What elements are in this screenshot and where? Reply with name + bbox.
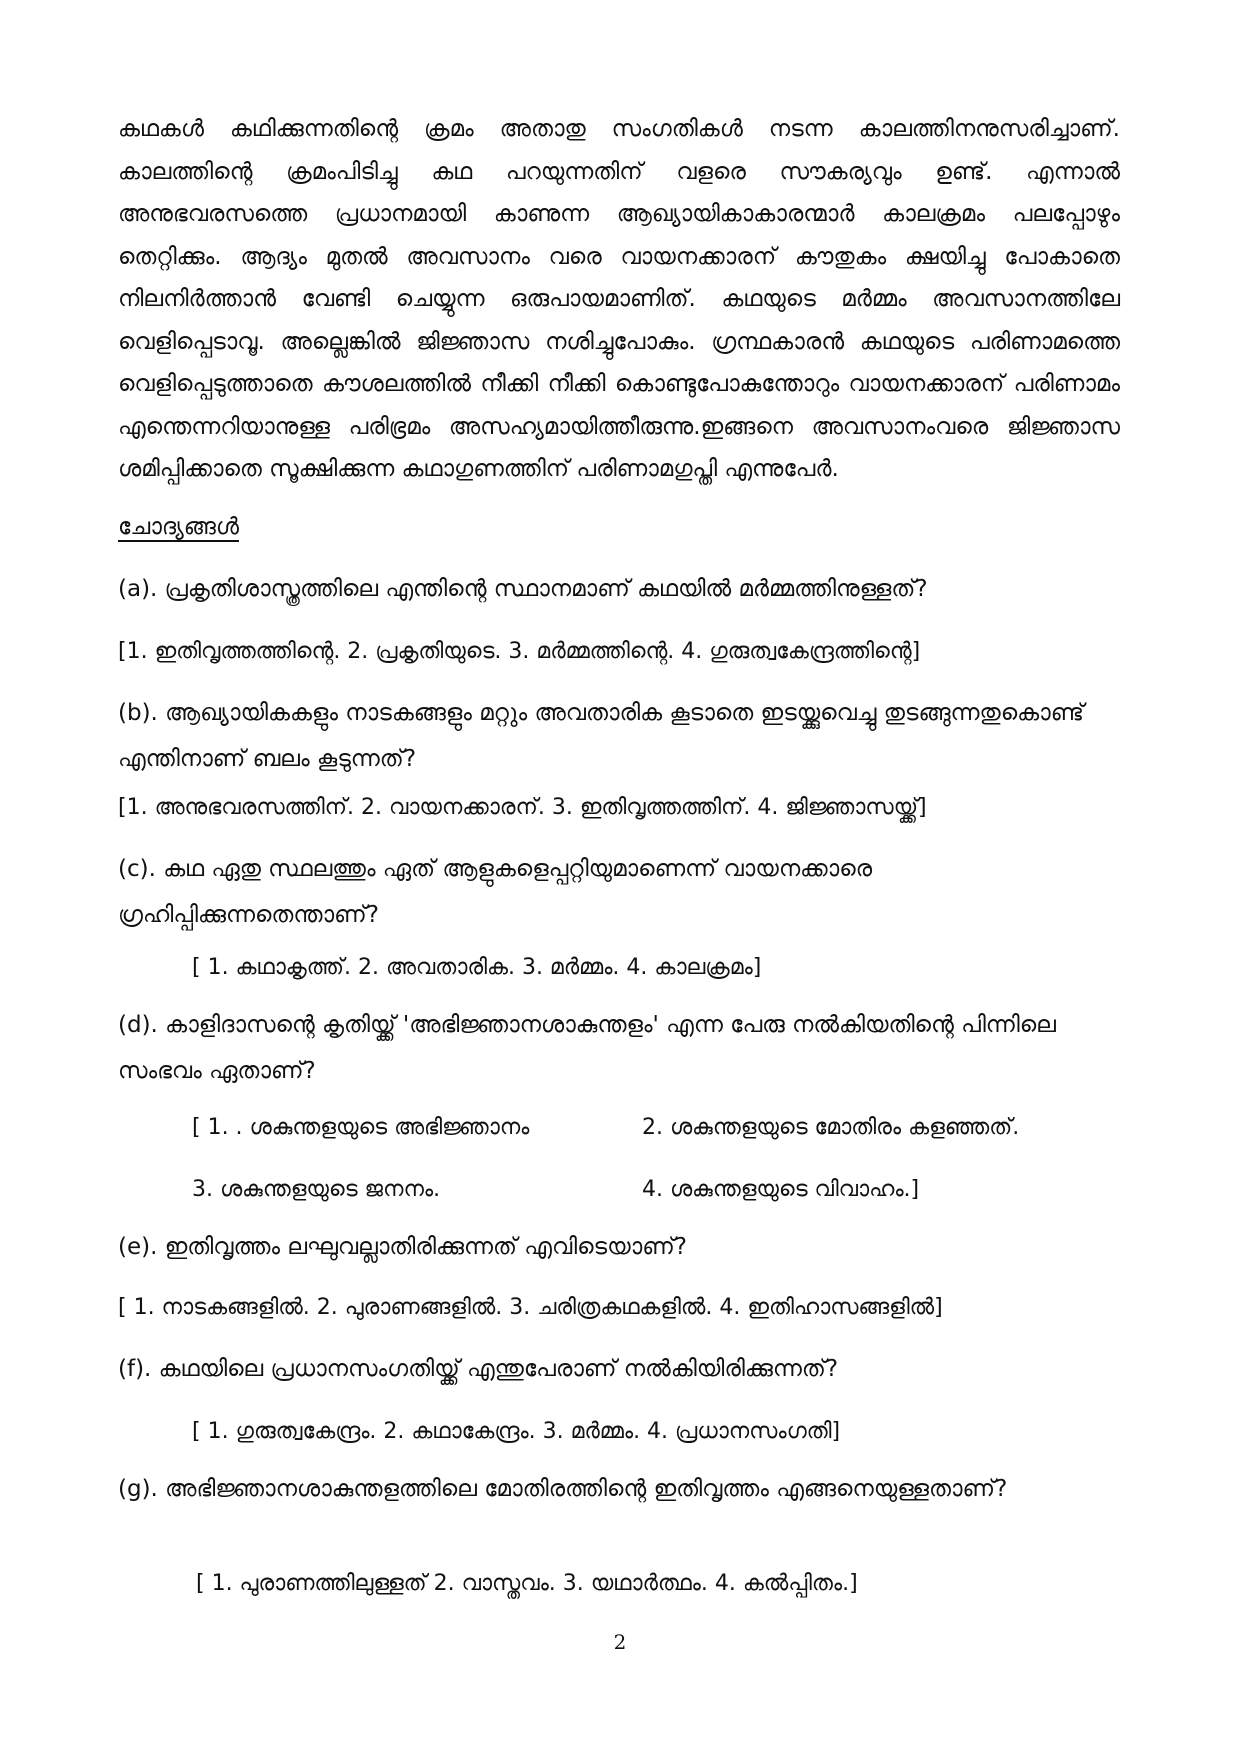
question-a: (a). പ്രകൃതിശാസ്ത്രത്തിലെ എന്തിന്റെ സ്ഥാനമാണ് കഥയിൽ മർമ്മത്തിനുള്ളത്? [118, 576, 928, 602]
question-g: (g). അഭിജ്ഞാനശാകുന്തളത്തിലെ മോതിരത്തിന്റെ ഇതിവൃത്തം എങ്ങനെയുള്ളതാണ്? [118, 1476, 1008, 1502]
option-d-2: 2. ശകുന്തളയുടെ മോതിരം കളഞ്ഞത്. [642, 1115, 1020, 1140]
reading-passage: കഥകൾ കഥിക്കുന്നതിന്റെ ക്രമം അതാതു സംഗതികൾ നടന്ന കാലത്തിനനുസരിച്ചാണ്. കാലത്തിന്റെ ക്രമംപിടിച്ചു കഥ പറയുന്നതിന് വളരെ സൗകര്യവും ഉണ്ട്. എന്നാൽ അനുഭവരസത്തെ പ്രധാനമായി കാണുന്ന ആഖ്യായികാകാരന്മാർ കാലക്രമം പലപ്പോഴും തെറ്റിക്കും. ആദ്യം മുതൽ അവസാനം വരെ വായനക്കാരന് കൗതുകം ക്ഷയിച്ചു പോകാതെ നിലനിർത്താൻ വേണ്ടി ചെയ്യുന്ന ഒരുപായമാണിത്. കഥയുടെ മർമ്മം അവസാനത്തിലേ വെളിപ്പെടാവൂ. അല്ലെങ്കിൽ ജിജ്ഞാസ നശിച്ചുപോകും. ഗ്രന്ഥകാരൻ കഥയുടെ പരിണാമത്തെ വെളിപ്പെടുത്താതെ കൗശലത്തിൽ നീക്കി നീക്കി കൊണ്ടുപോകുന്തോറും വായനക്കാരന് പരിണാമം എന്തെന്നറിയാനുള്ള പരിഭ്രമം അസഹ്യമായിത്തീരുന്നു.ഇങ്ങനെ അവസാനംവരെ ജിജ്ഞാസ ശമിപ്പിക്കാതെ സൂക്ഷിക്കുന്ന കഥാഗുണത്തിന് പരിണാമഗുപ്തി എന്നുപേർ. [118, 116, 1120, 482]
page-number: 2 [613, 1630, 627, 1654]
question-f: (f). കഥയിലെ പ്രധാനസംഗതിയ്ക്ക് എന്തുപേരാണ് നൽകിയിരിക്കുന്നത്? [118, 1356, 839, 1382]
question-b: (b). ആഖ്യായികകളും നാടകങ്ങളും മറ്റും അവതാരിക കൂടാതെ ഇടയ്ക്കുവെച്ചു തുടങ്ങുന്നതുകൊണ്ട് എന്തിനാണ് ബലം കൂടുന്നത്? [118, 700, 1084, 772]
option-d-3: 3. ശകുന്തളയുടെ ജനനം. [192, 1177, 441, 1202]
options-b: [1. അനുഭവരസത്തിന്. 2. വായനക്കാരന്. 3. ഇതിവൃത്തത്തിന്. 4. ജിജ്ഞാസയ്ക്ക്] [118, 795, 927, 820]
option-d-4: 4. ശകുന്തളയുടെ വിവാഹം.] [642, 1177, 920, 1202]
options-c: [ 1. കഥാകൃത്ത്. 2. അവതാരിക. 3. മർമ്മം. 4. കാലക്രമം] [192, 955, 762, 980]
options-e: [ 1. നാടകങ്ങളിൽ. 2. പുരാണങ്ങളിൽ. 3. ചരിത്രകഥകളിൽ. 4. ഇതിഹാസങ്ങളിൽ] [118, 1295, 943, 1320]
questions-heading: ചോദ്യങ്ങൾ [118, 514, 239, 540]
option-d-1: [ 1. . ശകുന്തളയുടെ അഭിജ്ഞാനം [192, 1115, 530, 1140]
question-e: (e). ഇതിവൃത്തം ലഘുവല്ലാതിരിക്കുന്നത് എവിടെയാണ്? [118, 1234, 688, 1260]
options-f: [ 1. ഗുരുത്വകേന്ദ്രം. 2. കഥാകേന്ദ്രം. 3. മർമ്മം. 4. പ്രധാനസംഗതി] [192, 1419, 841, 1444]
options-a: [1. ഇതിവൃത്തത്തിന്റെ. 2. പ്രകൃതിയുടെ. 3. മർമ്മത്തിന്റെ. 4. ഗുരുത്വകേന്ദ്രത്തിന്റെ] [118, 639, 921, 664]
question-d: (d). കാളിദാസന്റെ കൃതിയ്ക്ക് 'അഭിജ്ഞാനശാകുന്തളം' എന്ന പേരു നൽകിയതിന്റെ പിന്നിലെ സംഭവം ഏതാണ്? [118, 1012, 1056, 1084]
options-g: [ 1. പുരാണത്തിലുള്ളത് 2. വാസ്തവം. 3. യഥാർത്ഥം. 4. കൽപ്പിതം.] [196, 1571, 858, 1596]
question-c: (c). കഥ ഏതു സ്ഥലത്തും ഏത് ആളുകളെപ്പറ്റിയുമാണെന്ന് വായനക്കാരെ ഗ്രഹിപ്പിക്കുന്നതെന്താണ്? [118, 856, 873, 928]
